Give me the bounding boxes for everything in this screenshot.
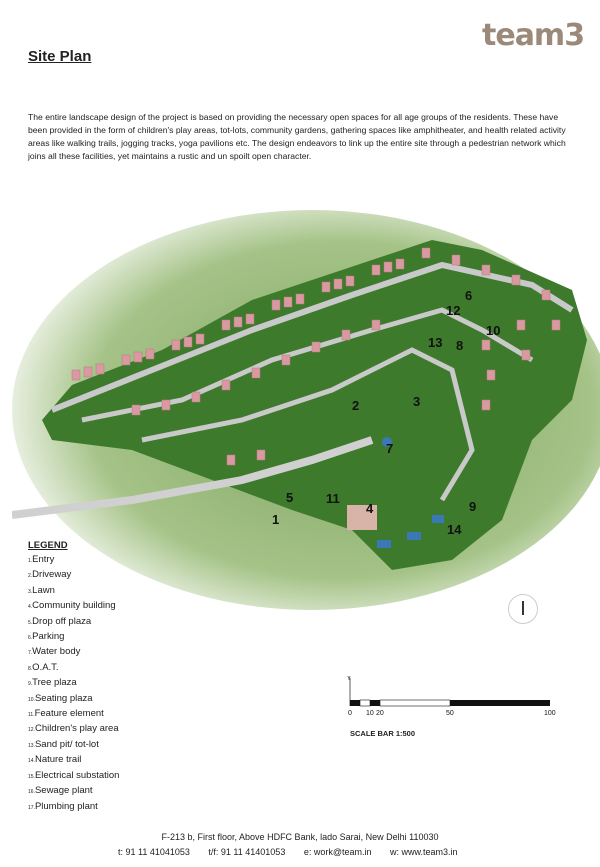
legend-item xyxy=(28,584,119,599)
scale-tick-label: 10 xyxy=(366,710,374,717)
footer-contacts xyxy=(118,847,474,857)
legend-item-label: O.A.T. xyxy=(32,661,59,673)
legend-item xyxy=(28,630,119,645)
plan-marker: 3 xyxy=(413,394,421,409)
plan-marker: 2 xyxy=(352,398,360,413)
legend-item-label: Seating plaza xyxy=(34,692,93,704)
legend-item-label: Electrical substation xyxy=(34,769,120,781)
legend-item-label: Feature element xyxy=(34,708,104,720)
legend-item xyxy=(28,645,119,660)
north-arrow-icon xyxy=(508,594,538,624)
legend-item-number: 6. xyxy=(28,635,33,642)
legend-item-label: Parking xyxy=(32,631,65,643)
legend-item xyxy=(28,661,119,676)
legend-item-label: Nature trail xyxy=(34,754,82,766)
plan-marker: 11 xyxy=(326,491,340,506)
legend-item xyxy=(28,692,119,707)
legend-item xyxy=(28,738,119,753)
legend-item xyxy=(28,615,119,630)
plan-marker: 5 xyxy=(286,490,294,505)
legend-item xyxy=(28,553,119,568)
plan-marker: 7 xyxy=(386,441,394,456)
description-paragraph: The entire landscape design of the project is based on providing the necessary open spaces for all age groups of the residents. These have been provided in the form of children's play areas, tot-lots, community gardens, gathering spaces like amphitheater, and health related activity areas like walking trails, jogging tracks, yoga pavilions etc. The design endeavors to link up the entire site through a pedestrian network which joins all these facilities, yet maintains a rustic and un spoilt open character. xyxy=(28,112,566,161)
legend-item xyxy=(28,568,119,583)
footer-phone: t: 91 11 41041053 xyxy=(118,847,190,857)
legend-item-label: Lawn xyxy=(32,584,55,596)
footer-web[interactable]: w: www.team3.in xyxy=(390,847,458,857)
footer-email[interactable]: e: work@team.in xyxy=(303,847,372,857)
legend-item-label: Water body xyxy=(32,646,81,658)
plan-marker: 1 xyxy=(272,512,280,527)
legend-item-label: Drop off plaza xyxy=(32,615,92,627)
legend-item-number: 7. xyxy=(28,650,33,657)
legend-item-number: 3. xyxy=(28,588,33,595)
legend-item-label: Driveway xyxy=(32,569,72,581)
legend-item-number: 9. xyxy=(28,681,33,688)
legend-item-number: 2. xyxy=(28,573,33,580)
legend-item-label: Community building xyxy=(32,600,116,612)
legend-item-number: 17. xyxy=(28,804,35,811)
legend-item-label: Sewage plant xyxy=(34,785,93,797)
scale-bar xyxy=(340,676,570,736)
legend-item-label: Entry xyxy=(32,554,55,565)
legend-item-number: 14. xyxy=(28,758,35,765)
legend-item-number: 13. xyxy=(28,742,35,749)
legend-item-number: 15. xyxy=(28,773,35,780)
legend-item-number: 5. xyxy=(28,619,33,626)
legend-item-number: 11. xyxy=(28,712,35,719)
scale-tick-label: 0 xyxy=(348,710,352,717)
plan-marker: 6 xyxy=(465,288,473,303)
scale-tick-label: 50 xyxy=(446,710,454,717)
legend-item xyxy=(28,707,119,722)
scale-tick-label: 20 xyxy=(376,710,384,717)
scale-tick-label: 100 xyxy=(544,710,556,717)
plan-marker: 8 xyxy=(456,338,464,353)
legend-item xyxy=(28,722,119,737)
plan-marker: 13 xyxy=(428,335,443,350)
legend-item xyxy=(28,769,119,784)
legend-item-number: 4. xyxy=(28,604,33,611)
plan-marker: 14 xyxy=(447,522,462,537)
footer-address: F-213 b, First floor, Above HDFC Bank, lado Sarai, New Delhi 110030 xyxy=(161,832,439,842)
legend-item-label: Sand pit/ tot-lot xyxy=(34,738,99,750)
plan-marker: 12 xyxy=(446,303,461,318)
legend-item-label: Plumbing plant xyxy=(34,800,98,812)
legend-item xyxy=(28,784,119,799)
legend-item-number: 10. xyxy=(28,696,35,703)
plan-marker: 10 xyxy=(486,323,501,338)
plan-marker: 9 xyxy=(469,499,477,514)
plan-marker: 4 xyxy=(366,501,374,516)
legend-item-label: Children's play area xyxy=(34,723,119,735)
footer-fax: t/f: 91 11 41401053 xyxy=(208,847,286,857)
scale-label: SCALE BAR 1:500 xyxy=(350,729,416,738)
legend-item xyxy=(28,753,119,768)
scale-axis-letter: Y xyxy=(347,676,352,682)
legend-item xyxy=(28,676,119,691)
legend-item xyxy=(28,800,119,815)
legend-item-number: 1. xyxy=(28,558,33,564)
legend-item-number: 12. xyxy=(28,727,35,734)
legend-item-number: 8. xyxy=(28,665,33,672)
legend-item xyxy=(28,599,119,614)
page-title: Site Plan xyxy=(28,48,92,65)
legend-title: LEGEND xyxy=(28,540,68,551)
legend-item-label: Tree plaza xyxy=(32,677,77,689)
legend-item-number: 16. xyxy=(28,789,35,796)
legend-list xyxy=(28,553,119,815)
team3-logo: team3 xyxy=(482,18,585,53)
